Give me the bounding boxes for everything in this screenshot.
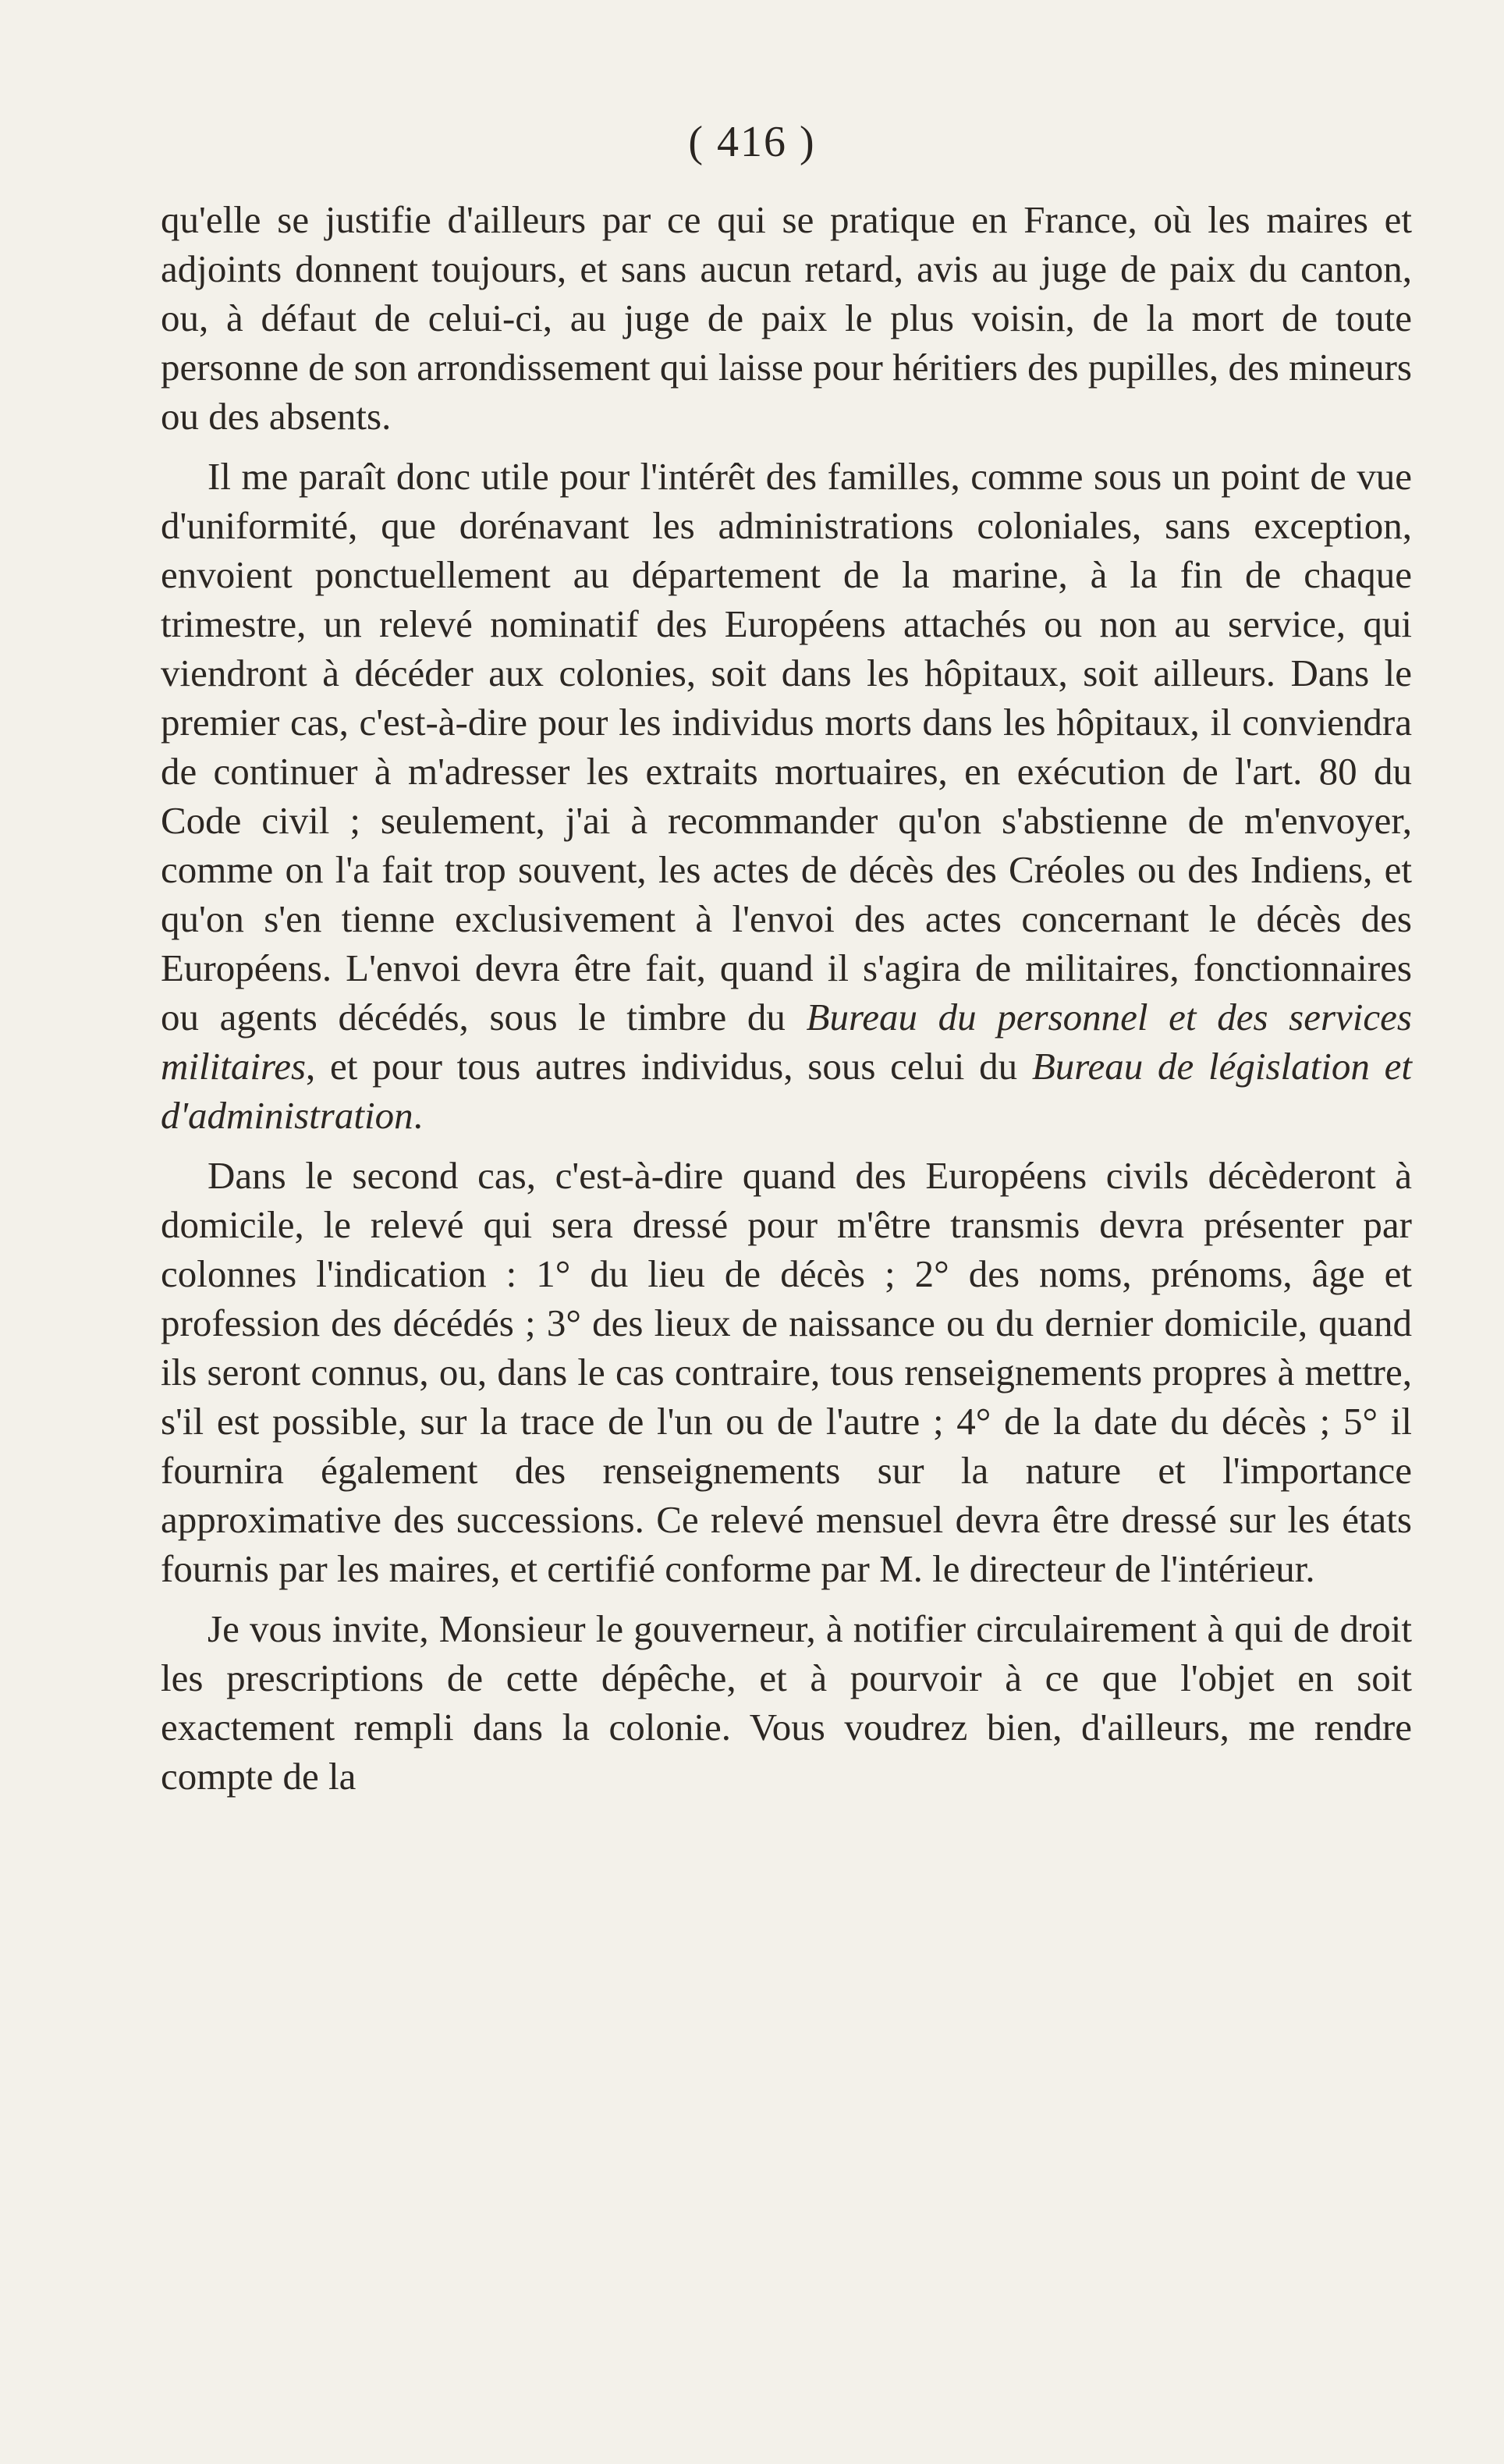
paragraph-text: Il me paraît donc utile pour l'intérêt des familles, comme sous un point de vue d'uniformité, que dorénavant les administrations coloniales, sans exception, envoient ponctuellement au département de la marine, à la fin de chaque trimestre, un relevé nominatif des Européens attachés ou non au service, qui viendront à décéder aux colonies, soit dans les hôpitaux, soit ailleurs. Dans le premier cas, c'est-à-dire pour les individus morts dans les hôpitaux, il conviendra de continuer à m'adresser les extraits mortuaires, en exécution de l'art. 80 du Code civil ; seulement, j'ai à recommander qu'on s'abstienne de m'envoyer, comme on l'a fait trop souvent, les actes de décès des Créoles ou des Indiens, et qu'on s'en tienne exclusivement à l'envoi des actes concernant le décès des Européens. L'envoi devra être fait, quand il s'agira de militaires, fonctionnaires ou agents décédés, sous le timbre du xyxy=(161,455,1412,1039)
paragraph-text: . xyxy=(413,1094,423,1137)
body-text xyxy=(161,195,1412,1812)
paragraph-second-case: Dans le second cas, c'est-à-dire quand des Européens civils décèderont à domicile, le relevé qui sera dressé pour m'être transmis devra présenter par colonnes l'indication : 1° du lieu de décès ; 2° des noms, prénoms, âge et profession des décédés ; 3° des lieux de naissance ou du dernier domicile, quand ils seront connus, ou, dans le cas contraire, tous renseignements propres à mettre, s'il est possible, sur la trace de l'un ou de l'autre ; 4° de la date du décès ; 5° il fournira également des renseignements sur la nature et l'importance approximative des successions. Ce relevé mensuel devra être dressé sur les états fournis par les maires, et certifié conforme par M. le directeur de l'intérieur. xyxy=(161,1154,1412,1590)
paragraph-text: , et pour tous autres individus, sous celui du xyxy=(306,1045,1032,1088)
paragraph-invitation: Je vous invite, Monsieur le gouverneur, à notifier circulairement à qui de droit les prescriptions de cette dépêche, et à pourvoir à ce que l'objet en soit exactement rempli dans la colonie. Vous voudrez bien, d'ailleurs, me rendre compte de la xyxy=(161,1607,1412,1798)
paragraph-continuation: qu'elle se justifie d'ailleurs par ce qui se pratique en France, où les maires et adjoints donnent toujours, et sans aucun retard, avis au juge de paix du canton, ou, à défaut de celui-ci, au juge de paix le plus voisin, de la mort de toute personne de son arrondissement qui laisse pour héritiers des pupilles, des mineurs ou des absents. xyxy=(161,198,1412,438)
paragraph-administrations xyxy=(161,452,1412,1140)
page-number: ( 416 ) xyxy=(688,118,816,166)
bureau-legislation-label: Bureau de législation et d'administration xyxy=(161,1045,1412,1137)
bureau-personnel-label: Bureau du personnel et des services militaires xyxy=(161,996,1412,1088)
